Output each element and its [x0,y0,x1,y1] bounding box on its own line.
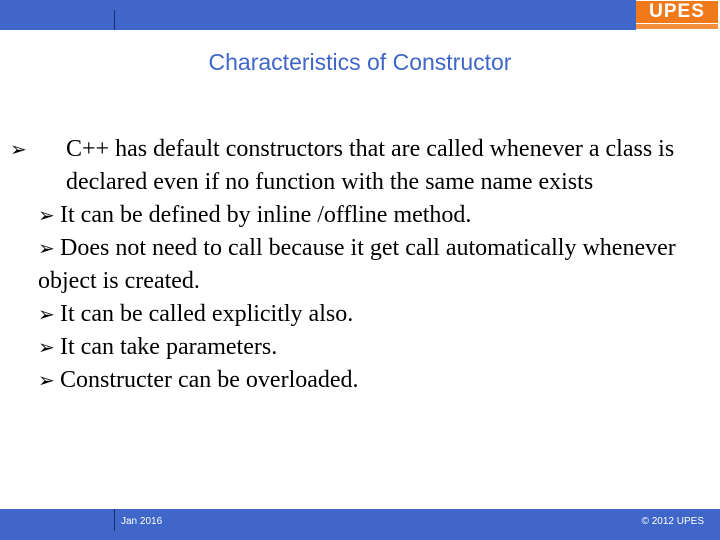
arrow-bullet-icon: ➢ [38,302,55,326]
header-bar [0,0,720,30]
arrow-bullet-icon: ➢ [38,335,55,359]
logo-tagline-strip [636,24,718,29]
bullet-item [10,133,698,199]
logo-text: UPES [649,1,705,22]
bullet-item [38,199,698,232]
bullet-text: C++ has default constructors that are called whenever a class is declared even if no function with the same name exists [66,136,675,195]
bullet-item [38,331,698,364]
slide-body [10,133,698,397]
bullet-text: It can be defined by inline /offline method. [60,202,472,228]
bullet-item [38,364,698,397]
footer-bar [0,509,720,540]
footer-copyright: © 2012 UPES [641,516,704,527]
bullet-item [38,232,698,298]
footer-divider [114,509,115,531]
arrow-bullet-icon: ➢ [38,203,55,227]
bullet-text: It can take parameters. [60,334,278,360]
bullet-item [38,298,698,331]
upes-logo [636,0,720,30]
slide-title: Characteristics of Constructor [208,49,512,75]
arrow-bullet-icon: ➢ [38,368,55,392]
bullet-text: Constructer can be overloaded. [60,367,359,393]
footer-date: Jan 2016 [121,516,163,527]
bullet-text: It can be called explicitly also. [60,301,354,327]
arrow-bullet-icon: ➢ [10,137,27,161]
bullet-text: Does not need to call because it get call automatically whenever object is created. [38,235,676,294]
arrow-bullet-icon: ➢ [38,236,55,260]
header-divider [114,10,115,30]
